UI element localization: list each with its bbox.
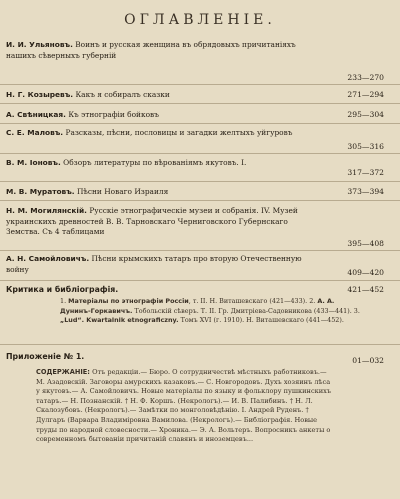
section-heading-appendix: Приложеніе № 1. xyxy=(6,352,85,361)
appendix-contents xyxy=(36,368,336,445)
entry-title: Пѣсни крымскихъ татаръ про вторую Отечественную войну xyxy=(6,254,302,274)
entry-pages: 271—294 xyxy=(347,90,384,99)
entry-pages: 395—408 xyxy=(347,239,384,248)
divider xyxy=(0,153,400,154)
toc-entry xyxy=(6,90,386,101)
divider xyxy=(0,181,400,182)
toc-entry xyxy=(6,187,386,198)
toc-entry xyxy=(6,254,386,275)
contents-label: СОДЕРЖАНІЕ: xyxy=(36,368,90,376)
entry-author: А. Свѣницкая. xyxy=(6,110,66,119)
divider xyxy=(0,84,400,85)
entry-pages: 305—316 xyxy=(347,142,384,151)
contents-text: Отъ редакціи.— Бюро. О сотрудничествѣ мѣстныхъ работниковъ.— М. Азадовскій. Заговоры амурскихъ казаковъ.— С. Новгородовъ. Духъ хозяинъ лѣса у якутовъ.— А. Самойловичъ. Новые матеріалы по языку и фольклору пушкинскихъ татаръ.— Н. Познанскій. † Н. Ф. Коршъ. (Некрологъ).— И. В. Палибинъ. † Н. Л. Скалозубовъ. (Некрологъ).— Замѣтки по монголовѣдѣнію. I. Андрей Руденъ. † Дулгаръ (Варвара Владиміровна Вамиловa. (Некрологъ).— Библіографія. Новые труды по народной словесности.— Хроника.— Э. А. Вольтеръ. Вопросникъ анкеты о современномъ бытованіи причитаній славянъ и иноземцевъ... xyxy=(36,368,332,444)
entry-pages: 317—372 xyxy=(347,168,384,177)
toc-entry xyxy=(6,40,386,61)
toc-entry xyxy=(6,158,386,169)
divider xyxy=(0,103,400,104)
entry-author: М. В. Муратовъ. xyxy=(6,187,75,196)
divider xyxy=(0,280,400,281)
entry-title: Пѣсни Новаго Израиля xyxy=(76,187,169,196)
entry-pages: 373—394 xyxy=(347,187,384,196)
critique-text: Томъ XVI (г. 1910). Н. Виташевскаго (441—452). xyxy=(180,316,344,325)
critique-text: , т. II. Н. Виташевскаго (421—433). 2. xyxy=(188,297,316,305)
entry-author: И. И. Ульяновъ. xyxy=(6,40,73,49)
critique-list xyxy=(60,297,360,326)
divider xyxy=(0,250,400,251)
entry-pages: 295—304 xyxy=(347,110,384,119)
entry-author: С. Е. Маловъ. xyxy=(6,128,64,137)
divider xyxy=(0,344,400,345)
entry-author: В. М. Іоновъ. xyxy=(6,158,61,167)
divider xyxy=(0,123,400,124)
entry-title: Разсказы, пѣсни, пословицы и загадки желтыхъ уйгуровъ xyxy=(65,128,293,137)
entry-author: Н. М. Могилянскій. xyxy=(6,206,87,215)
entry-title: Русскіе этнографическіе музеи и собранія. IV. Музей украинскихъ древностей В. В. Тарновскаго Черниговского Губернскаго Земства. Съ 4 таблицами xyxy=(6,206,298,237)
entry-title: Обзоръ литературы по вѣрованіямъ якутовъ. I. xyxy=(63,158,247,167)
toc-entry xyxy=(6,206,386,238)
toc-entry xyxy=(6,128,386,139)
section-heading-critique: Критика и библіографія. xyxy=(6,285,119,294)
section-pages: 421—452 xyxy=(347,285,384,294)
critique-title: „Lud“. Kwartalnik etnograficzny. xyxy=(60,316,179,325)
entry-pages: 233—270 xyxy=(347,73,384,82)
divider xyxy=(0,200,400,201)
critique-title: Матеріалы по этнографіи Россіи xyxy=(68,297,189,305)
entry-title: Къ этнографіи бойковъ xyxy=(68,110,159,119)
toc-entry xyxy=(6,110,386,121)
entry-author: Н. Г. Козыревъ. xyxy=(6,90,74,99)
critique-text: Тобольскій сѣверъ. Т. II. Гр. Дмитріева-Садовникова (433—441). 3. xyxy=(134,306,360,315)
entry-author: А. Н. Самойловичъ. xyxy=(6,254,90,263)
entry-title: Какъ я собиралъ сказки xyxy=(75,90,170,99)
section-pages: 01—032 xyxy=(352,356,384,365)
entry-pages: 409—420 xyxy=(347,268,384,277)
critique-title: А. А. Дунинъ-Горкавичъ. xyxy=(60,297,335,315)
entry-title: Воинъ и русская женщина въ обрядовыхъ причитаніяхъ нашихъ сѣверныхъ губерній xyxy=(6,40,296,60)
page-title: ОГЛАВЛЕНІЕ. xyxy=(124,12,276,28)
critique-number: 1. xyxy=(60,297,67,305)
